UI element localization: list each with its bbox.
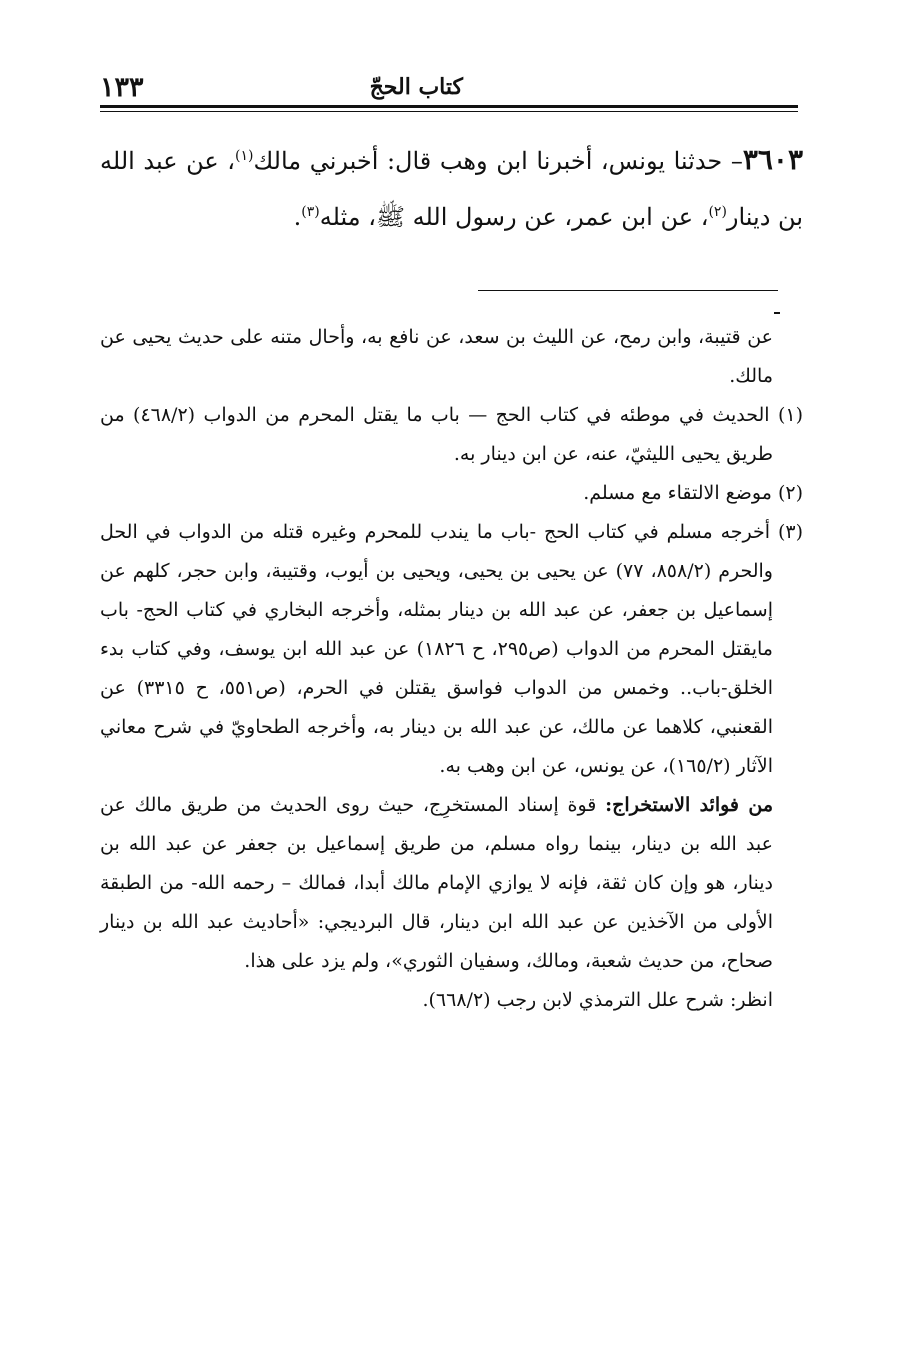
footnote-3: (٣) أخرجه مسلم في كتاب الحج -باب ما يندب للمحرم وغيره قتله من الدواب في الحل والحرم (٨٥٨/٢، ٧٧) عن يحيى بن يحيى، ويحيى بن أيوب، وقتيبة، وابن حجر، كلهم عن إسماعيل بن جعفر، عن عبد الله بن دينار بمثله، وأخرجه البخاري في كتاب الحج- باب مايقتل المحرم من الدواب (ص٢٩٥، ح ١٨٢٦) عن عبد الله ابن يوسف، وفي كتاب بدء الخلق-باب.. وخمس من الدواب فواسق يقتلن في الحرم، (ص٥٥١، ح ٣٣١٥) عن القعنبي، كلاهما عن مالك، عن عبد الله بن دينار به، وأخرجه الطحاويّ في شرح معاني الآثار (١٦٥/٢)، عن يونس، عن ابن وهب به. <box>100 521 803 777</box>
footnotes <box>100 318 803 1020</box>
page-header <box>100 72 798 102</box>
benefits-paragraph <box>100 786 803 981</box>
footnote-1: (١) الحديث في موطئه في كتاب الحج — باب ما يقتل المحرم من الدواب (٤٦٨/٢) من طريق يحيى الليثيّ، عنه، عن ابن دينار به. <box>100 404 804 465</box>
footnote-ref-2: (٢) <box>708 204 727 220</box>
page-number: ١٣٣ <box>100 72 144 103</box>
hadith-text-part-1: – حدثنا يونس، أخبرنا ابن وهب قال: أخبرني مالك <box>253 147 743 175</box>
hadith-text-part-2: ، عن عبد الله بن دينار <box>100 147 803 231</box>
see-also-reference: انظر: شرح علل الترمذي لابن رجب (٦٦٨/٢). <box>422 989 773 1011</box>
chapter-title: كتاب الحجّ <box>369 74 463 100</box>
hadith-text-part-3: ، عن ابن عمر، عن رسول الله ﷺ، مثله <box>319 203 709 231</box>
hadith-number: ٣٦٠٣ <box>742 143 803 176</box>
footnote-continuation: عن قتيبة، وابن رمح، عن الليث بن سعد، عن نافع به، وأحال متنه على حديث يحيى عن مالك. <box>100 326 773 387</box>
benefits-text: قوة إسناد المستخرِج، حيث روى الحديث من طريق مالك عن عبد الله بن دينار، بينما رواه مسلم، من طريق إسماعيل بن جعفر عن عبد الله بن دينار، هو وإن كان ثقة، فإنه لا يوازي الإمام مالك أبدا، فمالك – رحمه الله- من الطبقة الأولى من الآخذين عن عبد الله ابن دينار، قال البرديجي: «أحاديث عبد الله بن دينار صحاح، من حديث شعبة، ومالك، وسفيان الثوري»، ولم يزد على هذا. <box>100 794 773 972</box>
continuation-mark <box>774 312 780 314</box>
footnote-2: (٢) موضع الالتقاء مع مسلم. <box>583 482 803 504</box>
footnote-ref-3: (٣) <box>301 204 320 220</box>
header-rule-thick <box>100 105 798 108</box>
header-rule-thin <box>100 111 798 112</box>
hadith-text-part-4: . <box>293 203 302 231</box>
footnote-separator <box>478 290 778 291</box>
hadith-text <box>100 132 803 245</box>
footnote-ref-1: (١) <box>234 148 254 164</box>
benefits-lead: من فوائد الاستخراج: <box>605 794 773 816</box>
